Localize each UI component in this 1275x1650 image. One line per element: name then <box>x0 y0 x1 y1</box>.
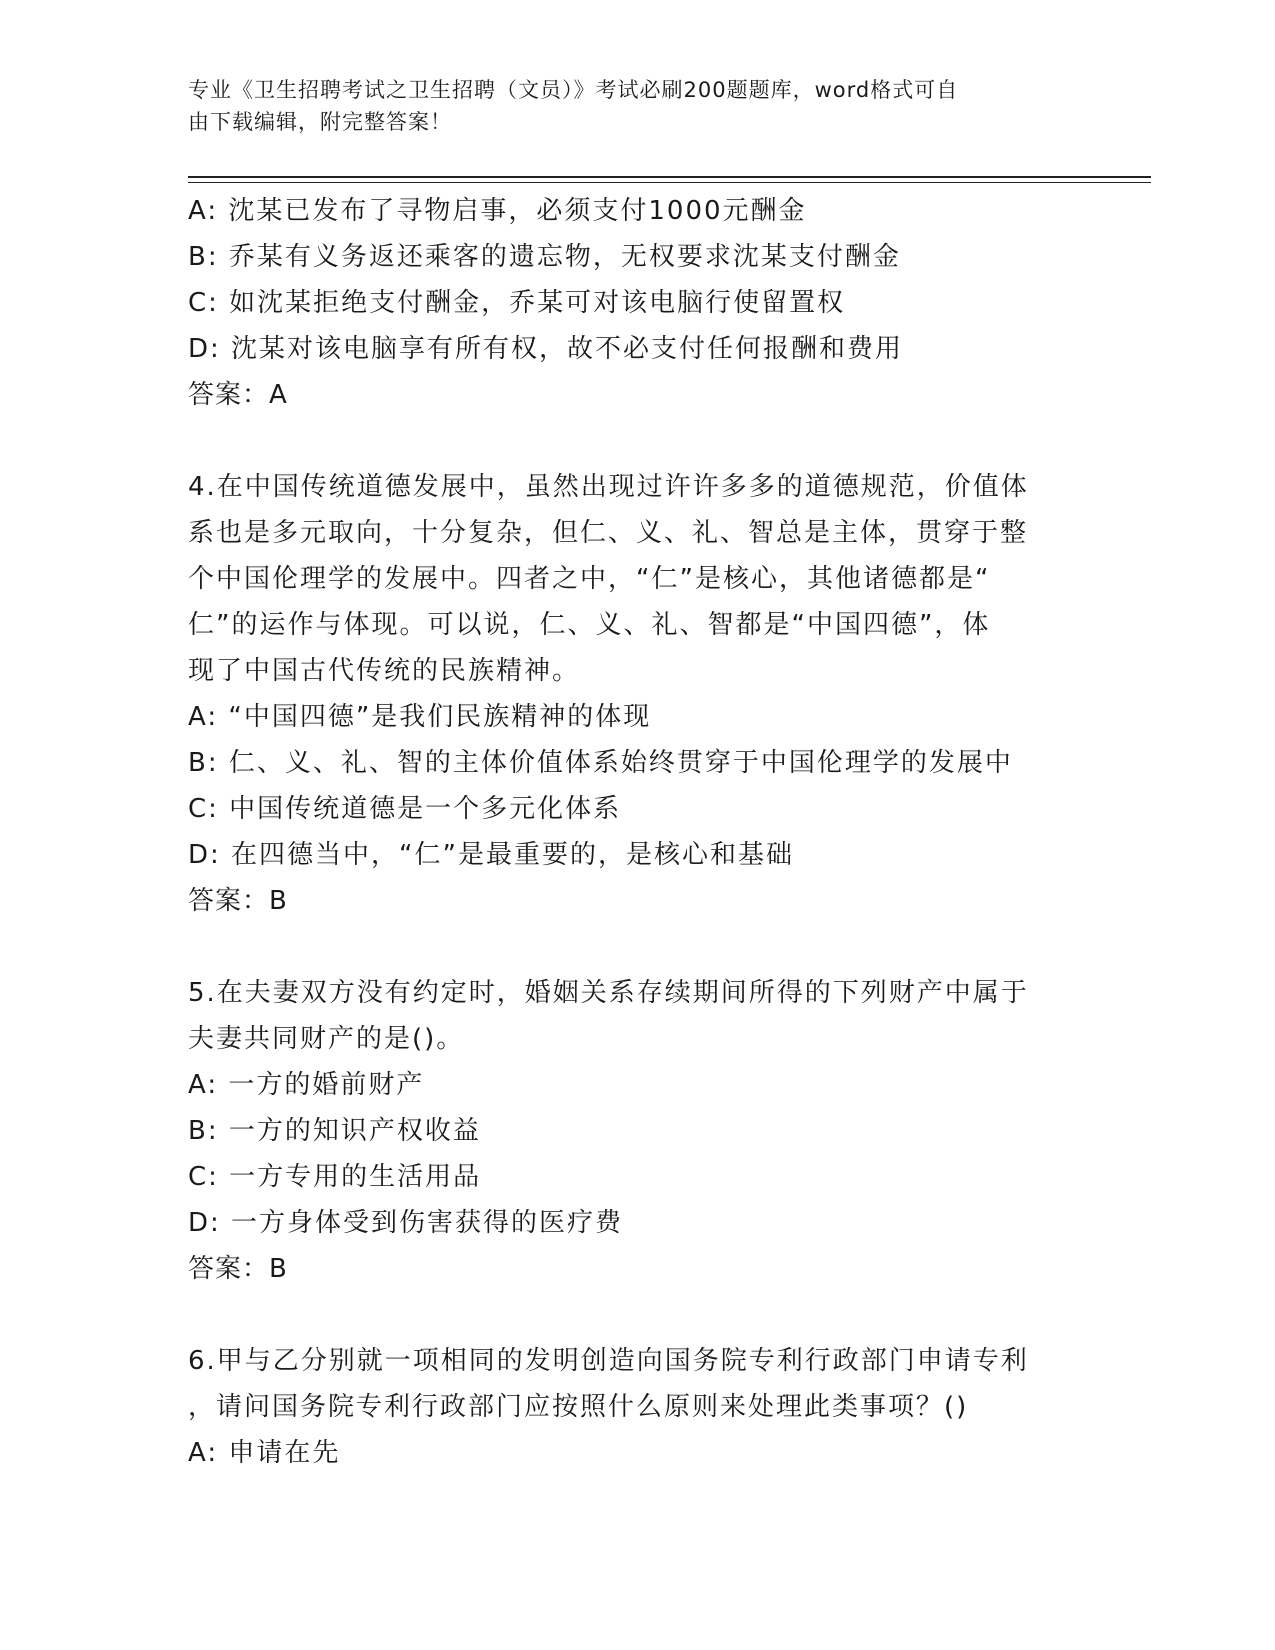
q5-option-d: D: 一方身体受到伤害获得的医疗费 <box>188 1208 624 1238</box>
q3-option-c: C: 如沈某拒绝支付酬金，乔某可对该电脑行使留置权 <box>188 288 846 318</box>
header-title-line-1: 专业《卫生招聘考试之卫生招聘（文员）》考试必刷200题题库，word格式可自 <box>188 78 959 102</box>
q4-text-line-4: 仁”的运作与体现。可以说，仁、义、礼、智都是“中国四德”，体 <box>188 610 991 640</box>
q3-option-a: A: 沈某已发布了寻物启事，必须支付1000元酬金 <box>188 196 807 226</box>
q5-text-line-1: 5.在夫妻双方没有约定时，婚姻关系存续期间所得的下列财产中属于 <box>188 978 1029 1008</box>
q5-option-b: B: 一方的知识产权收益 <box>188 1116 481 1146</box>
q5-answer: 答案：B <box>188 1254 288 1284</box>
q3-option-d: D: 沈某对该电脑享有所有权，故不必支付任何报酬和费用 <box>188 334 904 364</box>
q6-text-line-1: 6.甲与乙分别就一项相同的发明创造向国务院专利行政部门申请专利 <box>188 1346 1029 1376</box>
q4-option-c: C: 中国传统道德是一个多元化体系 <box>188 794 622 824</box>
q6-option-a: A: 申请在先 <box>188 1438 341 1468</box>
q4-option-b: B: 仁、义、礼、智的主体价值体系始终贯穿于中国伦理学的发展中 <box>188 748 1013 778</box>
document-body <box>188 188 1068 1476</box>
q5-option-c: C: 一方专用的生活用品 <box>188 1162 482 1192</box>
header-title-line-2: 由下载编辑，附完整答案！ <box>188 110 452 134</box>
q4-option-d: D: 在四德当中，“仁”是最重要的，是核心和基础 <box>188 840 794 870</box>
q3-option-b: B: 乔某有义务返还乘客的遗忘物，无权要求沈某支付酬金 <box>188 242 901 272</box>
question-4 <box>188 464 1068 924</box>
q4-text-line-3: 个中国伦理学的发展中。四者之中，“仁”是核心，其他诸德都是“ <box>188 564 991 594</box>
document-header <box>188 74 1068 138</box>
q4-option-a: A: “中国四德”是我们民族精神的体现 <box>188 702 652 732</box>
q4-text-line-5: 现了中国古代传统的民族精神。 <box>188 656 581 686</box>
q6-text-line-2: ，请问国务院专利行政部门应按照什么原则来处理此类事项？() <box>188 1392 969 1422</box>
q5-text-line-2: 夫妻共同财产的是()。 <box>188 1024 465 1054</box>
question-3 <box>188 188 1068 418</box>
header-divider-thin <box>188 182 1151 183</box>
q4-text-line-2: 系也是多元取向，十分复杂，但仁、义、礼、智总是主体，贯穿于整 <box>188 518 1029 548</box>
q4-answer: 答案：B <box>188 886 288 916</box>
q4-text-line-1: 4.在中国传统道德发展中，虽然出现过许许多多的道德规范，价值体 <box>188 472 1029 502</box>
question-5 <box>188 970 1068 1292</box>
q5-option-a: A: 一方的婚前财产 <box>188 1070 425 1100</box>
header-divider-thick <box>188 176 1151 178</box>
question-6 <box>188 1338 1068 1476</box>
q3-answer: 答案：A <box>188 380 288 410</box>
